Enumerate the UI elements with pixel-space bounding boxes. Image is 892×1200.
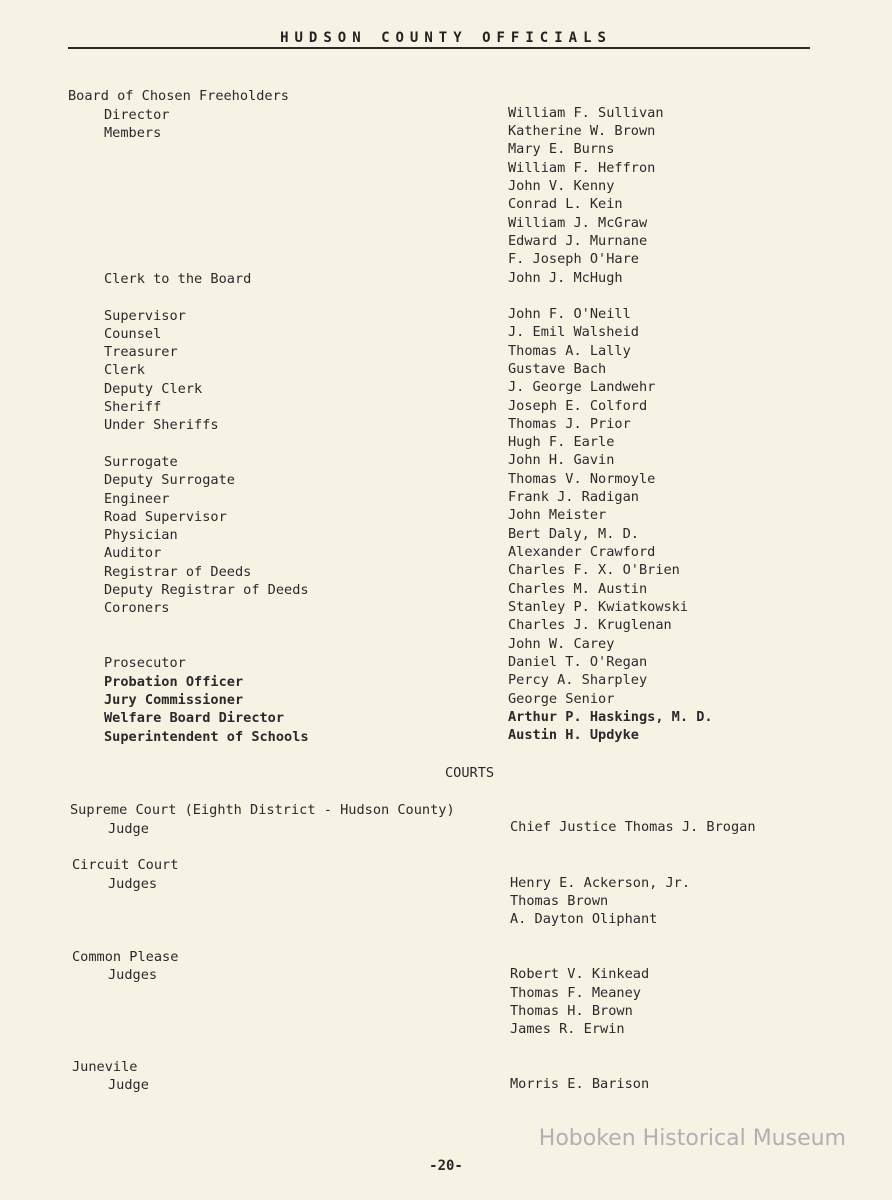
official-title: Probation Officer bbox=[104, 674, 244, 690]
judge-name: Thomas Brown bbox=[510, 893, 609, 909]
courts-heading: COURTS bbox=[445, 765, 495, 781]
official-title: Treasurer bbox=[104, 344, 178, 360]
juvenile-court-judge-label: Judge bbox=[108, 1077, 149, 1093]
official-title: Supervisor bbox=[104, 308, 186, 324]
common-pleas-heading: Common Please bbox=[72, 949, 179, 965]
official-title: Deputy Registrar of Deeds bbox=[104, 582, 309, 598]
official-name: Charles M. Austin bbox=[508, 581, 648, 597]
member-name: F. Joseph O'Hare bbox=[508, 251, 639, 267]
member-name: William F. Heffron bbox=[508, 160, 656, 176]
official-name: Charles J. Kruglenan bbox=[508, 617, 672, 633]
official-title: Deputy Clerk bbox=[104, 381, 203, 397]
judge-name: Thomas H. Brown bbox=[510, 1003, 633, 1019]
official-name: Percy A. Sharpley bbox=[508, 672, 648, 688]
official-name: Frank J. Radigan bbox=[508, 489, 639, 505]
clerk-to-board-name: John J. McHugh bbox=[508, 270, 623, 286]
member-name: Mary E. Burns bbox=[508, 141, 615, 157]
official-title: Auditor bbox=[104, 545, 162, 561]
official-title: Sheriff bbox=[104, 399, 162, 415]
member-name: Katherine W. Brown bbox=[508, 123, 656, 139]
official-title: Welfare Board Director bbox=[104, 710, 285, 726]
section-heading-freeholders: Board of Chosen Freeholders bbox=[68, 88, 289, 104]
members-label: Members bbox=[104, 125, 162, 141]
page-header-title: HUDSON COUNTY OFFICIALS bbox=[280, 30, 612, 46]
official-name: John H. Gavin bbox=[508, 452, 615, 468]
common-pleas-judges-label: Judges bbox=[108, 967, 158, 983]
official-name: Thomas A. Lally bbox=[508, 343, 631, 359]
official-name: Thomas V. Normoyle bbox=[508, 471, 656, 487]
official-name: Thomas J. Prior bbox=[508, 416, 631, 432]
official-name: George Senior bbox=[508, 691, 615, 707]
official-name: Joseph E. Colford bbox=[508, 398, 648, 414]
judge-name: Morris E. Barison bbox=[510, 1076, 650, 1092]
official-title: Road Supervisor bbox=[104, 509, 227, 525]
official-title: Prosecutor bbox=[104, 655, 186, 671]
page-number: -20- bbox=[429, 1158, 463, 1174]
official-title: Under Sheriffs bbox=[104, 417, 219, 433]
official-name: J. Emil Walsheid bbox=[508, 324, 639, 340]
clerk-to-board-label: Clerk to the Board bbox=[104, 271, 252, 287]
supreme-court-judge-label: Judge bbox=[108, 821, 149, 837]
member-name: Conrad L. Kein bbox=[508, 196, 623, 212]
juvenile-court-heading: Junevile bbox=[72, 1059, 138, 1075]
official-name: Daniel T. O'Regan bbox=[508, 654, 648, 670]
official-title: Jury Commissioner bbox=[104, 692, 244, 708]
judge-name: Thomas F. Meaney bbox=[510, 985, 641, 1001]
official-name: Gustave Bach bbox=[508, 361, 607, 377]
judge-name: Chief Justice Thomas J. Brogan bbox=[510, 819, 756, 835]
official-title: Coroners bbox=[104, 600, 170, 616]
director-name: William F. Sullivan bbox=[508, 105, 664, 121]
judge-name: Robert V. Kinkead bbox=[510, 966, 650, 982]
official-title: Surrogate bbox=[104, 454, 178, 470]
judge-name: James R. Erwin bbox=[510, 1021, 625, 1037]
member-name: Edward J. Murnane bbox=[508, 233, 648, 249]
official-title: Physician bbox=[104, 527, 178, 543]
official-name: Alexander Crawford bbox=[508, 544, 656, 560]
director-label: Director bbox=[104, 107, 170, 123]
official-name: J. George Landwehr bbox=[508, 379, 656, 395]
official-title: Clerk bbox=[104, 362, 145, 378]
header-rule bbox=[68, 47, 810, 49]
member-name: William J. McGraw bbox=[508, 215, 648, 231]
judge-name: Henry E. Ackerson, Jr. bbox=[510, 875, 691, 891]
official-name: Austin H. Updyke bbox=[508, 727, 639, 743]
museum-watermark: Hoboken Historical Museum bbox=[538, 1126, 846, 1151]
official-title: Superintendent of Schools bbox=[104, 729, 309, 745]
official-name: Arthur P. Haskings, M. D. bbox=[508, 709, 713, 725]
official-name: John W. Carey bbox=[508, 636, 615, 652]
circuit-court-heading: Circuit Court bbox=[72, 857, 179, 873]
official-title: Engineer bbox=[104, 491, 170, 507]
judge-name: A. Dayton Oliphant bbox=[510, 911, 658, 927]
official-name: Charles F. X. O'Brien bbox=[508, 562, 680, 578]
supreme-court-heading: Supreme Court (Eighth District - Hudson County) bbox=[70, 802, 455, 818]
official-name: John Meister bbox=[508, 507, 607, 523]
official-title: Counsel bbox=[104, 326, 162, 342]
official-name: Hugh F. Earle bbox=[508, 434, 615, 450]
official-title: Deputy Surrogate bbox=[104, 472, 235, 488]
circuit-court-judges-label: Judges bbox=[108, 876, 158, 892]
member-name: John V. Kenny bbox=[508, 178, 615, 194]
official-name: John F. O'Neill bbox=[508, 306, 631, 322]
official-title: Registrar of Deeds bbox=[104, 564, 252, 580]
official-name: Stanley P. Kwiatkowski bbox=[508, 599, 689, 615]
official-name: Bert Daly, M. D. bbox=[508, 526, 639, 542]
